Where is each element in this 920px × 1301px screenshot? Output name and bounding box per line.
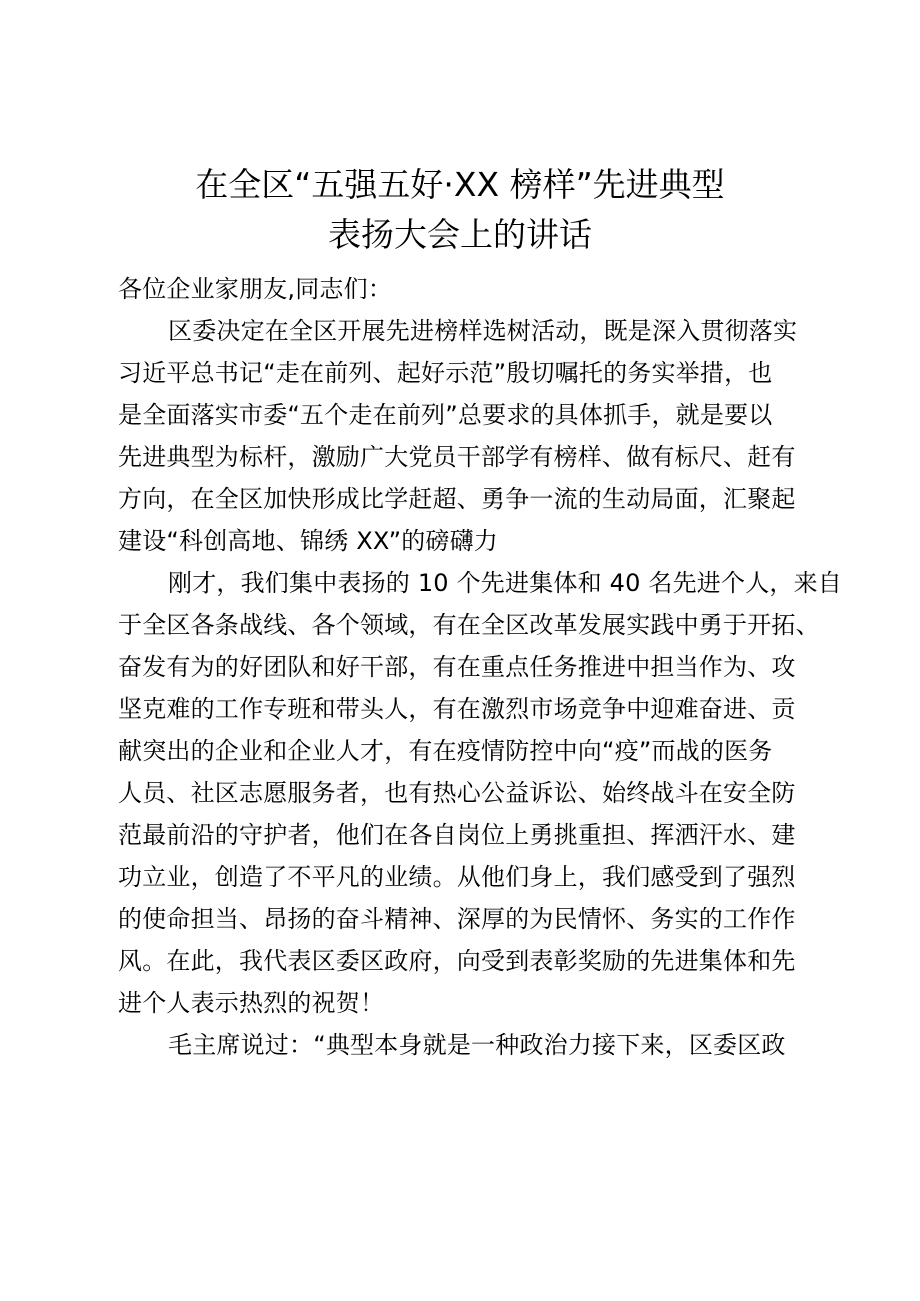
paragraph-line: 献突出的企业和企业人才，有在疫情防控中向“疫”而战的医务 — [118, 737, 773, 765]
salutation: 各位企业家朋友,同志们： — [118, 275, 393, 303]
paragraph-line: 范最前沿的守护者，他们在各自岗位上勇挑重担、挥洒汗水、建 — [118, 821, 796, 849]
paragraph-line: 功立业，创造了不平凡的业绩。从他们身上，我们感受到了强烈 — [118, 863, 796, 891]
paragraph-line: 习近平总书记“走在前列、起好示范”殷切嘱托的务实举措，也 — [118, 359, 773, 387]
paragraph-2 — [118, 562, 842, 1024]
paragraph-line: 的使命担当、昂扬的奋斗精神、深厚的为民情怀、务实的工作作 — [118, 905, 796, 933]
title-line-2: 表扬大会上的讲话 — [328, 215, 592, 254]
paragraph-line: 于全区各条战线、各个领域，有在全区改革发展实践中勇于开拓、 — [118, 611, 820, 639]
paragraph-line: 区委决定在全区开展先进榜样选树活动，既是深入贯彻落实 — [168, 317, 798, 345]
paragraph-line: 刚才，我们集中表扬的 10 个先进集体和 40 名先进个人，来自 — [168, 569, 842, 597]
paragraph-line: 是全面落实市委“五个走在前列”总要求的具体抓手，就是要以 — [118, 401, 773, 429]
paragraph-line: 先进典型为标杆，激励广大党员干部学有榜样、做有标尺、赶有 — [118, 443, 796, 471]
paragraph-line: 建设“科创高地、锦绣 XX”的磅礴力 — [118, 527, 499, 555]
paragraph-line: 进个人表示热烈的祝贺！ — [118, 989, 385, 1017]
title-line-1: 在全区“五强五好·XX 榜样”先进典型 — [195, 165, 725, 204]
paragraph-line: 方向，在全区加快形成比学赶超、勇争一流的生动局面，汇聚起 — [118, 485, 796, 513]
paragraph-line: 人员、社区志愿服务者，也有热心公益诉讼、始终战斗在安全防 — [118, 779, 796, 807]
paragraph-3 — [118, 1024, 838, 1066]
document-title — [0, 160, 920, 260]
paragraph-line: 坚克难的工作专班和带头人，有在激烈市场竞争中迎难奋进、贡 — [118, 695, 796, 723]
paragraph-line: 毛主席说过：“典型本身就是一种政治力接下来，区委区政 — [168, 1031, 786, 1059]
paragraph-1 — [118, 310, 838, 562]
paragraph-line: 奋发有为的好团队和好干部，有在重点任务推进中担当作为、攻 — [118, 653, 796, 681]
paragraph-line: 风。在此，我代表区委区政府，向受到表彰奖励的先进集体和先 — [118, 947, 796, 975]
document-body — [118, 268, 842, 1066]
